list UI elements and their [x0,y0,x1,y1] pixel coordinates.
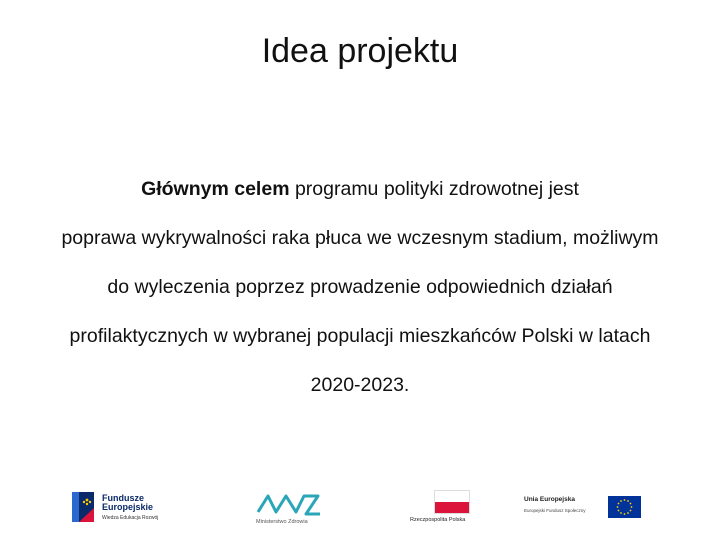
ue-subtitle: Europejski Fundusz Społeczny [524,508,586,513]
fe-line-1: Fundusze [102,493,144,503]
body-line-4: profilaktycznych w wybranej populacji mieszkańców Polski w latach [69,325,651,347]
polish-flag-icon [434,490,470,514]
body-line-1 [10,165,710,214]
body-emphasis: Głównym celem [141,178,290,200]
body-line-1-rest: programu polityki zdrowotnej jest [289,178,579,200]
rzeczpospolita-polska-logo [410,490,490,530]
fundusze-europejskie-logo [70,488,210,528]
unia-europejska-logo [520,492,645,528]
fe-mark-icon [70,490,98,524]
ue-title: Unia Europejska [524,496,575,503]
fe-name [102,494,153,512]
rp-subtitle: Rzeczpospolita Polska [410,517,466,523]
body-line-2: poprawa wykrywalności raka płuca we wczesnym stadium, możliwym [61,227,659,249]
eu-flag-icon [608,496,641,518]
mz-subtitle: Ministerstwo Zdrowia [256,519,308,525]
slide-title: Idea projektu [261,32,459,70]
slide-body [10,165,710,410]
logo-bar [0,488,720,538]
fe-subtitle: Wiedza Edukacja Rozwój [102,515,159,521]
ministerstwo-zdrowia-logo [254,490,324,530]
body-line-5: 2020-2023. [310,374,410,396]
fe-line-2: Europejskie [102,502,154,512]
body-line-3: do wyleczenia poprzez prowadzenie odpowiednich działań [107,276,613,298]
mz-wave-icon [254,490,324,518]
